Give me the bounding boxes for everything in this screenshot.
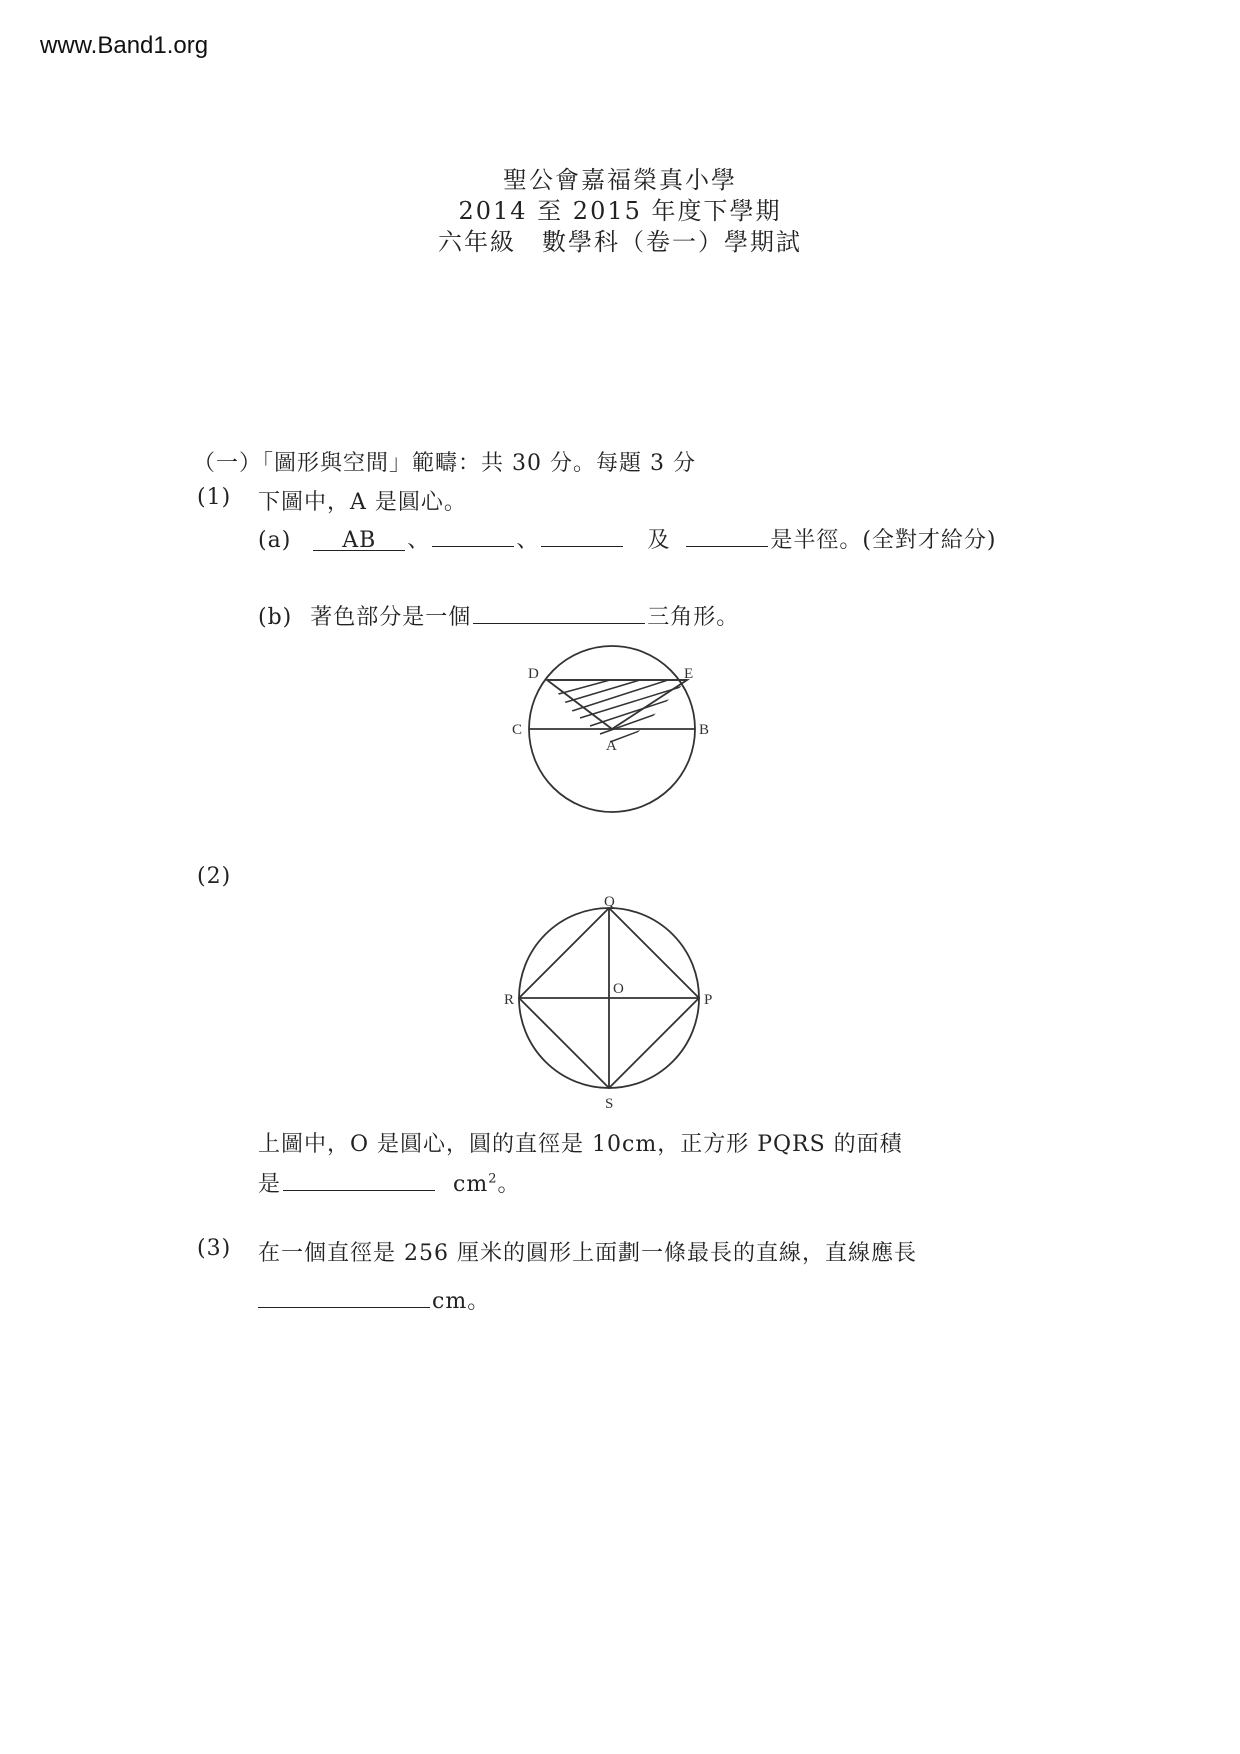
q2-label-p: P — [704, 992, 713, 1008]
q1a-and: 及 — [647, 528, 671, 553]
q1-label-e: E — [684, 666, 694, 682]
q2-line1: 上圖中，O 是圓心，圓的直徑是 10cm，正方形 PQRS 的面積 — [258, 1132, 903, 1157]
q3-line2 — [258, 1284, 490, 1315]
section-heading: （一）「圖形與空間」範疇：共 30 分。每題 3 分 — [193, 451, 696, 476]
q2-line2 — [258, 1167, 521, 1198]
q3-number: (3) — [197, 1236, 232, 1261]
q1b-tail: 三角形。 — [647, 605, 740, 630]
q1b-label: (b) — [258, 605, 293, 630]
q1-stem: 下圖中，A 是圓心。 — [258, 490, 467, 515]
q2-label-s: S — [605, 1096, 614, 1112]
exam-title: 六年級 數學科（卷一）學期試 — [438, 228, 802, 256]
q3-line1: 在一個直徑是 256 厘米的圓形上面劃一條最長的直線，直線應長 — [258, 1241, 917, 1266]
q2-unit-sup: 2 — [488, 1171, 498, 1187]
q1-label-d: D — [528, 666, 539, 682]
q2-label-o: O — [613, 981, 624, 997]
q1a-blank-1[interactable]: AB — [313, 528, 405, 551]
q3-end: 。 — [467, 1289, 491, 1314]
q1-diagram — [512, 646, 709, 812]
q2-label-r: R — [504, 992, 515, 1008]
q2-unit: cm — [453, 1172, 489, 1197]
q2-blank[interactable] — [283, 1168, 435, 1191]
q2-prefix: 是 — [258, 1172, 282, 1197]
q3-unit: cm — [432, 1289, 468, 1314]
school-name: 聖公會嘉福榮真小學 — [503, 166, 737, 194]
watermark: www.Band1.org — [40, 32, 209, 59]
q1-hatching — [555, 680, 690, 742]
q3-blank[interactable] — [258, 1285, 430, 1308]
q1a-tail: 是半徑。(全對才給分) — [770, 528, 997, 553]
q1a-label: (a) — [258, 528, 292, 553]
q1b-text: 著色部分是一個 — [310, 605, 472, 630]
q1-label-a: A — [606, 738, 617, 754]
q1-label-b: B — [699, 722, 710, 738]
q2-number: (2) — [197, 864, 232, 889]
q2-end: 。 — [497, 1172, 521, 1197]
q1-label-c: C — [512, 722, 523, 738]
term-title: 2014 至 2015 年度下學期 — [458, 197, 782, 225]
q1-number: (1) — [197, 485, 232, 510]
q1a-sep-1: 、 — [407, 528, 431, 553]
q2-label-q: Q — [604, 894, 615, 910]
q2-diagram — [504, 894, 712, 1112]
q1a-sep-2: 、 — [516, 528, 540, 553]
